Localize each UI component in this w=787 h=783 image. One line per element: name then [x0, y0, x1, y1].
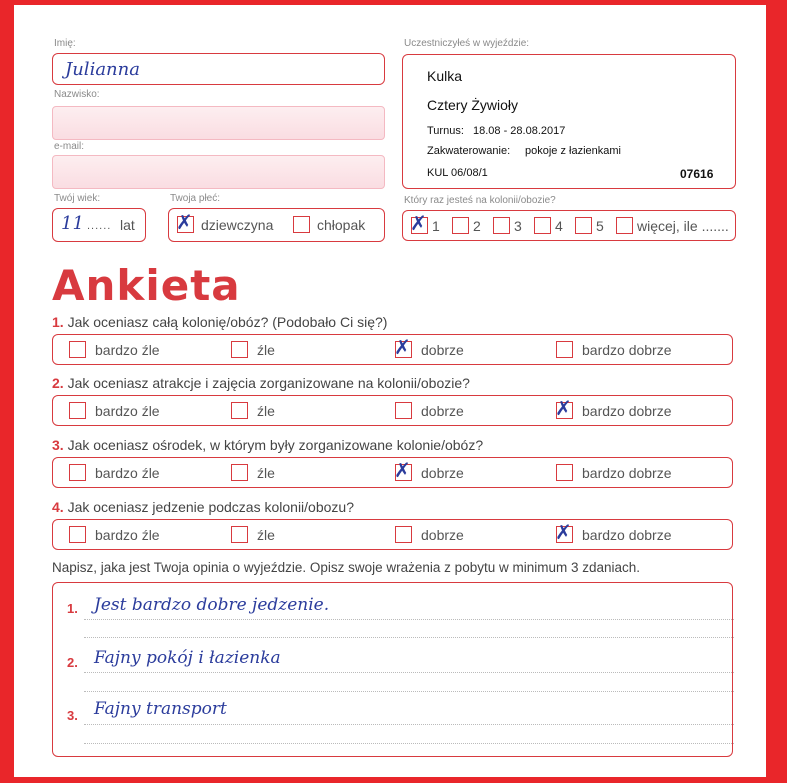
- check-mark-icon: ✗: [410, 211, 427, 235]
- option-label: źle: [257, 465, 275, 481]
- surname-label: Nazwisko:: [54, 89, 100, 100]
- option-label: bardzo źle: [95, 342, 160, 358]
- gender-label: Twoja płeć:: [170, 193, 221, 204]
- email-field[interactable]: [52, 155, 385, 189]
- question-number: 4.: [52, 499, 64, 515]
- checkbox-q4-option-4[interactable]: [555, 520, 573, 544]
- checkbox-q4-option-3[interactable]: [395, 526, 412, 543]
- age-dots: ......: [87, 220, 112, 232]
- checkbox-q3-option-1[interactable]: [69, 464, 86, 481]
- times-option-3: 3: [514, 218, 522, 234]
- name-label: Imię:: [54, 38, 76, 49]
- question-2: [52, 375, 470, 391]
- opinion-text-2: Fajny pokój i łazienka: [94, 648, 281, 668]
- question-number: 2.: [52, 375, 64, 391]
- checkbox-q2-option-1[interactable]: [69, 402, 86, 419]
- times-option-2: 2: [473, 218, 481, 234]
- survey-title: Ankieta: [52, 261, 241, 310]
- option-label: bardzo dobrze: [582, 403, 672, 419]
- checkbox-q3-option-2[interactable]: [231, 464, 248, 481]
- option-label: dobrze: [421, 465, 464, 481]
- checkbox-q1-option-1[interactable]: [69, 341, 86, 358]
- question-number: 3.: [52, 437, 64, 453]
- option-label: dobrze: [421, 342, 464, 358]
- opinion-line: [84, 724, 734, 725]
- opinion-number-1: 1.: [67, 601, 78, 616]
- age-value: 11: [61, 213, 84, 234]
- question-2-answers: [52, 395, 733, 426]
- check-mark-icon: ✗: [555, 396, 572, 420]
- accommodation-value: pokoje z łazienkami: [525, 145, 621, 157]
- checkbox-q3-option-4[interactable]: [556, 464, 573, 481]
- option-label: bardzo dobrze: [582, 465, 672, 481]
- trip-info-box: [402, 54, 736, 189]
- times-option-4: 4: [555, 218, 563, 234]
- checkbox-q1-option-3[interactable]: [394, 335, 412, 359]
- question-3: [52, 437, 483, 453]
- accommodation-label: Zakwaterowanie:: [427, 145, 511, 157]
- option-label: dobrze: [421, 527, 464, 543]
- checkbox-q2-option-3[interactable]: [395, 402, 412, 419]
- opinion-line: [84, 691, 734, 692]
- opinion-line: [84, 743, 734, 744]
- email-label: e-mail:: [54, 141, 85, 152]
- times-label: Który raz jesteś na kolonii/obozie?: [404, 195, 556, 206]
- times-option-more: więcej, ile .......: [637, 218, 729, 234]
- trip-name: Kulka: [427, 68, 463, 84]
- checkbox-q1-option-2[interactable]: [231, 341, 248, 358]
- question-1-answers: [52, 334, 733, 365]
- age-label: Twój wiek:: [54, 193, 101, 204]
- gender-field: [168, 208, 385, 242]
- opinion-number-3: 3.: [67, 708, 78, 723]
- check-mark-icon: ✗: [555, 520, 572, 544]
- check-mark-icon: ✗: [176, 210, 193, 234]
- checkbox-times-4[interactable]: [534, 217, 551, 234]
- name-value: Julianna: [65, 59, 140, 80]
- opinion-number-2: 2.: [67, 655, 78, 670]
- question-1: [52, 314, 387, 330]
- question-text: Jak oceniasz jedzenie podczas kolonii/obozu?: [67, 499, 354, 515]
- option-label: źle: [257, 527, 275, 543]
- checkbox-dziewczyna[interactable]: [176, 210, 194, 234]
- checkbox-q1-option-4[interactable]: [556, 341, 573, 358]
- question-text: Jak oceniasz ośrodek, w którym były zorganizowane kolonie/obóz?: [67, 437, 484, 453]
- times-option-1: 1: [432, 218, 440, 234]
- trip-number: 07616: [680, 167, 714, 181]
- times-option-5: 5: [596, 218, 604, 234]
- opinion-prompt: Napisz, jaka jest Twoja opinia o wyjeździe. Opisz swoje wrażenia z pobytu w minimum 3 zdaniach.: [52, 560, 641, 575]
- option-label: bardzo dobrze: [582, 342, 672, 358]
- surname-field[interactable]: [52, 106, 385, 140]
- option-label: źle: [257, 403, 275, 419]
- checkbox-times-more[interactable]: [616, 217, 633, 234]
- trip-program: Cztery Żywioły: [427, 97, 519, 113]
- question-text: Jak oceniasz atrakcje i zajęcia zorganizowane na kolonii/obozie?: [67, 375, 470, 391]
- opinion-line: [84, 637, 734, 638]
- option-label: bardzo źle: [95, 403, 160, 419]
- age-field[interactable]: [52, 208, 146, 242]
- checkbox-chlopak[interactable]: [293, 216, 310, 233]
- option-label: bardzo źle: [95, 527, 160, 543]
- checkbox-q2-option-4[interactable]: [555, 396, 573, 420]
- turnus-label: Turnus:: [427, 125, 464, 137]
- times-field: [402, 210, 736, 241]
- checkbox-q2-option-2[interactable]: [231, 402, 248, 419]
- checkbox-times-5[interactable]: [575, 217, 592, 234]
- question-4-answers: [52, 519, 733, 550]
- opinion-line: [84, 672, 734, 673]
- question-number: 1.: [52, 314, 64, 330]
- option-label: bardzo źle: [95, 465, 160, 481]
- question-3-answers: [52, 457, 733, 488]
- age-unit: lat: [120, 217, 135, 233]
- gender-option-chlopak: chłopak: [317, 217, 366, 233]
- checkbox-q4-option-2[interactable]: [231, 526, 248, 543]
- name-field[interactable]: [52, 53, 385, 85]
- opinion-line: [84, 619, 734, 620]
- question-4: [52, 499, 354, 515]
- option-label: dobrze: [421, 403, 464, 419]
- question-text: Jak oceniasz całą kolonię/obóz? (Podobało Ci się?): [67, 314, 388, 330]
- gender-option-dziewczyna: dziewczyna: [201, 217, 274, 233]
- option-label: źle: [257, 342, 275, 358]
- turnus-value: 18.08 - 28.08.2017: [473, 125, 566, 137]
- check-mark-icon: ✗: [394, 458, 411, 482]
- trip-code: KUL 06/08/1: [427, 167, 488, 179]
- checkbox-times-1[interactable]: [410, 211, 428, 235]
- option-label: bardzo dobrze: [582, 527, 672, 543]
- checkbox-q4-option-1[interactable]: [69, 526, 86, 543]
- trip-label: Uczestniczyłeś w wyjeździe:: [404, 38, 530, 49]
- survey-form: [14, 5, 766, 777]
- opinion-text-3: Fajny transport: [94, 699, 227, 719]
- checkbox-times-2[interactable]: [452, 217, 469, 234]
- checkbox-q3-option-3[interactable]: [394, 458, 412, 482]
- checkbox-times-3[interactable]: [493, 217, 510, 234]
- opinion-text-1: Jest bardzo dobre jedzenie.: [94, 595, 330, 615]
- check-mark-icon: ✗: [394, 335, 411, 359]
